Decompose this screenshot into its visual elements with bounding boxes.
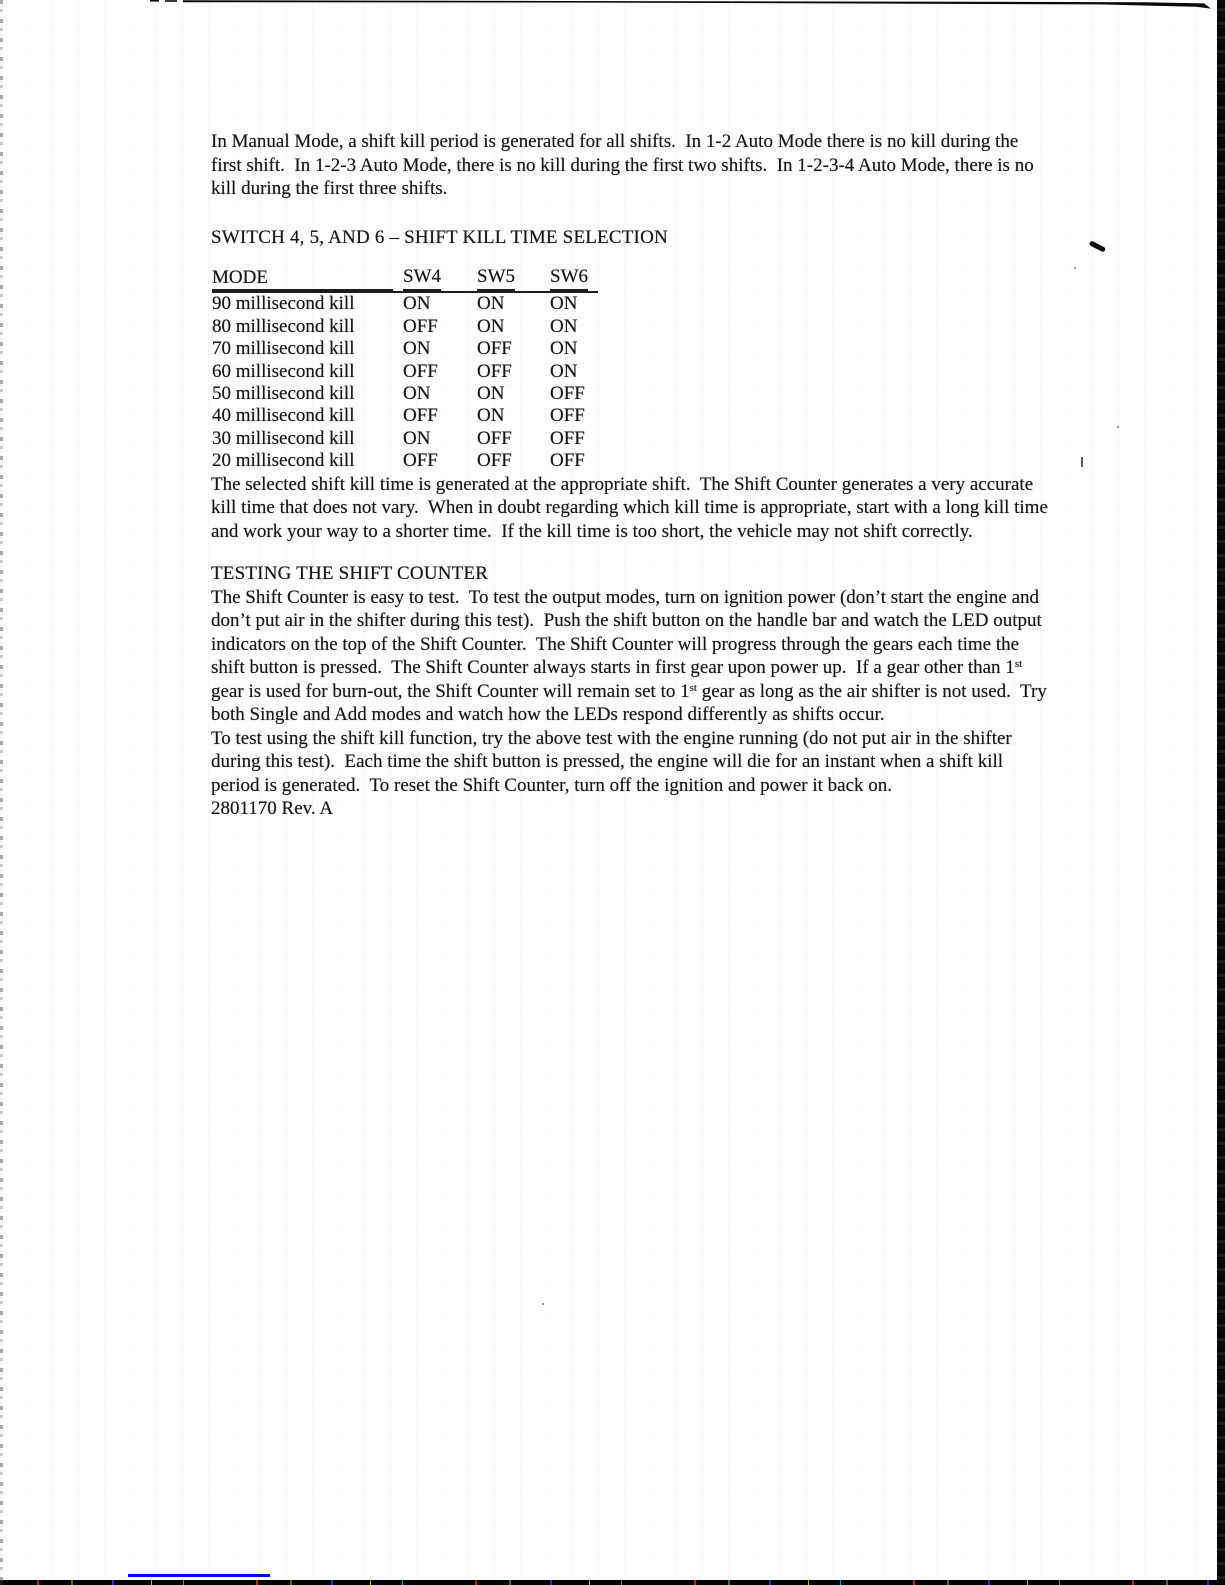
sw6-cell: OFF [550,405,585,427]
sw5-cell: OFF [477,427,512,449]
scan-dot [1074,267,1076,269]
sw5-cell: ON [477,293,505,315]
column-header-mode [212,266,403,292]
sw6-cell: ON [550,338,578,360]
mode-cell: 40 millisecond kill [212,405,355,427]
bottom-scan-edge-bar [0,1580,1225,1585]
document-number: 2801170 Rev. A [211,798,334,820]
table-row [212,405,598,427]
testing-paragraph-seg2: gear is used for burn-out, the Shift Counter will remain set to 1 [211,657,1027,702]
sw4-cell: OFF [403,450,438,472]
blue-pen-mark [128,1574,270,1577]
document-body [211,130,1051,821]
mode-cell: 50 millisecond kill [212,383,355,405]
scan-tick-mark [1081,457,1083,467]
testing-paragraph-seg1: The Shift Counter is easy to test. To test the output modes, turn on ignition power (don’t start the engine and don’t put air in the shifter during this test). Push the shift button on the handle bar and watch the LED output indicators on the top of the Shift Counter. The Shift Counter will progress through the gears each time the shift button is pressed. The Shift Counter always starts in first gear upon power up. If a gear other than 1 [211,586,1047,679]
table-row [212,450,598,472]
testing-heading: TESTING THE SHIFT COUNTER [211,563,489,585]
column-header-sw6-label: SW6 [550,266,588,291]
sw4-cell: OFF [403,315,438,337]
sw5-cell: OFF [477,338,512,360]
intro-paragraph: In Manual Mode, a shift kill period is generated for all shifts. In 1-2 Auto Mode there is no kill during the first shift. In 1-2-3 Auto Mode, there is no kill during the first two shifts. In 1-2-3-4 Auto Mode, there is no kill during the first three shifts. [211,131,1039,199]
engine-test-paragraph: To test using the shift kill function, try the above test with the engine running (do not put air in the shifter during this test). Each time the shift button is pressed, the engine will die for an instant when a shift kill period is generated. To reset the Shift Counter, turn off the ignition and power it back on. [211,727,1017,796]
column-header-sw5-label: SW5 [477,266,515,291]
sw5-cell: ON [477,315,505,337]
mode-cell: 60 millisecond kill [212,360,355,382]
column-header-sw6 [550,266,598,292]
sw6-cell: OFF [550,383,585,405]
table-row [212,361,598,383]
testing-paragraph [211,586,1051,727]
sw4-cell: ON [403,427,431,449]
mode-cell: 20 millisecond kill [212,450,355,472]
sw5-cell: OFF [477,450,512,472]
sw4-cell: ON [403,338,431,360]
sw5-cell: OFF [477,360,512,382]
sw6-cell: OFF [550,427,585,449]
sw6-cell: ON [550,315,578,337]
table-row [212,383,598,405]
left-scan-noise-strip [0,0,3,1585]
sw4-cell: OFF [403,405,438,427]
table-header-row [212,266,598,292]
column-header-sw4-label: SW4 [403,266,441,291]
sw6-cell: ON [550,360,578,382]
sw5-cell: ON [477,405,505,427]
superscript-st: st [1014,658,1023,671]
scan-dot [1117,426,1119,428]
scan-dot [542,1303,544,1305]
sw4-cell: OFF [403,360,438,382]
switch-selection-heading: SWITCH 4, 5, AND 6 – SHIFT KILL TIME SELECTION [211,226,668,248]
superscript-st: st [689,681,697,694]
sw4-cell: ON [403,293,431,315]
mode-cell: 70 millisecond kill [212,338,355,360]
sw4-cell: ON [403,383,431,405]
top-scan-line-artifact [0,0,1225,14]
shift-kill-time-table [212,266,598,473]
table-row [212,338,598,360]
right-scan-edge-bar [1217,0,1225,1585]
column-header-sw4 [403,266,477,292]
sw6-cell: ON [550,293,578,315]
column-header-mode-label: MODE [212,267,393,291]
kill-time-paragraph: The selected shift kill time is generated at the appropriate shift. The Shift Counter generates a very accurate kill time that does not vary. When in doubt regarding which kill time is appropriate, start with a long kill time and work your way to a shorter time. If the kill time is too short, the vehicle may not shift correctly. [211,473,1053,542]
mode-cell: 30 millisecond kill [212,427,355,449]
ink-smudge-mark [1089,240,1106,252]
table-row [212,292,598,315]
sw6-cell: OFF [550,450,585,472]
mode-cell: 90 millisecond kill [212,293,355,315]
mode-cell: 80 millisecond kill [212,315,355,337]
column-header-sw5 [477,266,550,292]
testing-paragraph-seg3: gear as long as the air shifter is not used. Try both Single and Add modes and watch how the LEDs respond differently as shifts occur. [211,680,1052,726]
table-row [212,428,598,450]
sw5-cell: ON [477,383,505,405]
table-row [212,316,598,338]
